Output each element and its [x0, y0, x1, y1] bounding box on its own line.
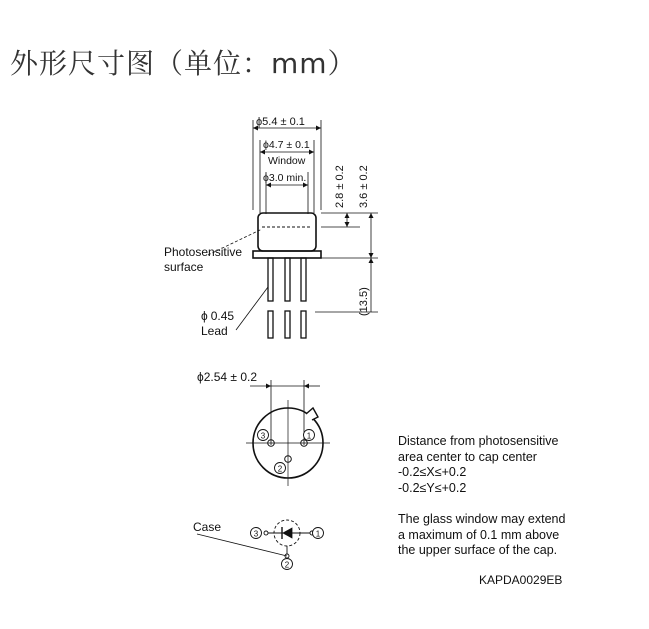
svg-text:ϕ0.45: ϕ 0.45 — [201, 309, 235, 323]
case-label: Case — [193, 520, 222, 534]
window-diameter-label: 4.7 ± 0.1 — [268, 139, 310, 151]
note-line: -0.2≤Y≤+0.2 — [398, 480, 467, 495]
photosensitive-label: Photosensitive — [164, 245, 243, 259]
surface-label: surface — [164, 260, 204, 274]
page-title: 外形尺寸图（单位：mm） — [10, 47, 357, 80]
svg-text:2: 2 — [277, 464, 283, 474]
schematic-pin-1 — [313, 528, 324, 539]
pin-3-marker — [258, 430, 269, 441]
height-3-6-label: 3.6 ± 0.2 — [358, 165, 370, 208]
package-bottom-view — [246, 400, 330, 486]
pin-1-marker — [304, 430, 315, 441]
svg-text:3: 3 — [253, 529, 259, 539]
window-label: Window — [268, 155, 306, 167]
schematic-pin-2 — [282, 559, 293, 570]
svg-text:2: 2 — [284, 560, 290, 570]
pitch-label: 2.54 ± 0.2 — [203, 370, 258, 384]
note-line: -0.2≤X≤+0.2 — [398, 465, 467, 479]
note-line: Distance from photosensitive — [398, 434, 559, 448]
svg-text:1: 1 — [315, 529, 321, 539]
svg-text:ϕ3.0 min.: ϕ3.0 min. — [263, 172, 307, 184]
notes-block — [398, 434, 565, 559]
lead-diameter-label: 0.45 — [210, 309, 235, 323]
schematic-pin-3 — [251, 528, 262, 539]
window-min-label: 3.0 min. — [268, 172, 307, 184]
svg-text:ϕ2.54 ± 0.2: ϕ2.54 ± 0.2 — [197, 370, 258, 384]
note-line: area center to cap center — [398, 449, 537, 464]
pin-2-marker — [275, 463, 286, 474]
note-line: a maximum of 0.1 mm above — [398, 527, 560, 542]
note-line: The glass window may extend — [398, 512, 566, 526]
lead-length-label: (13.5) — [358, 287, 370, 316]
svg-text:ϕ4.7 ± 0.1: ϕ4.7 ± 0.1 — [263, 139, 310, 151]
svg-text:ϕ5.4 ± 0.1: ϕ5.4 ± 0.1 — [256, 116, 305, 128]
svg-text:3: 3 — [260, 431, 266, 441]
svg-text:1: 1 — [306, 431, 312, 441]
lead-label: Lead — [201, 324, 228, 338]
cap-diameter-label: 5.4 ± 0.1 — [262, 116, 305, 128]
drawing-code: KAPDA0029EB — [479, 573, 563, 587]
note-line: the upper surface of the cap. — [398, 543, 558, 557]
height-2-8-label: 2.8 ± 0.2 — [334, 165, 346, 208]
